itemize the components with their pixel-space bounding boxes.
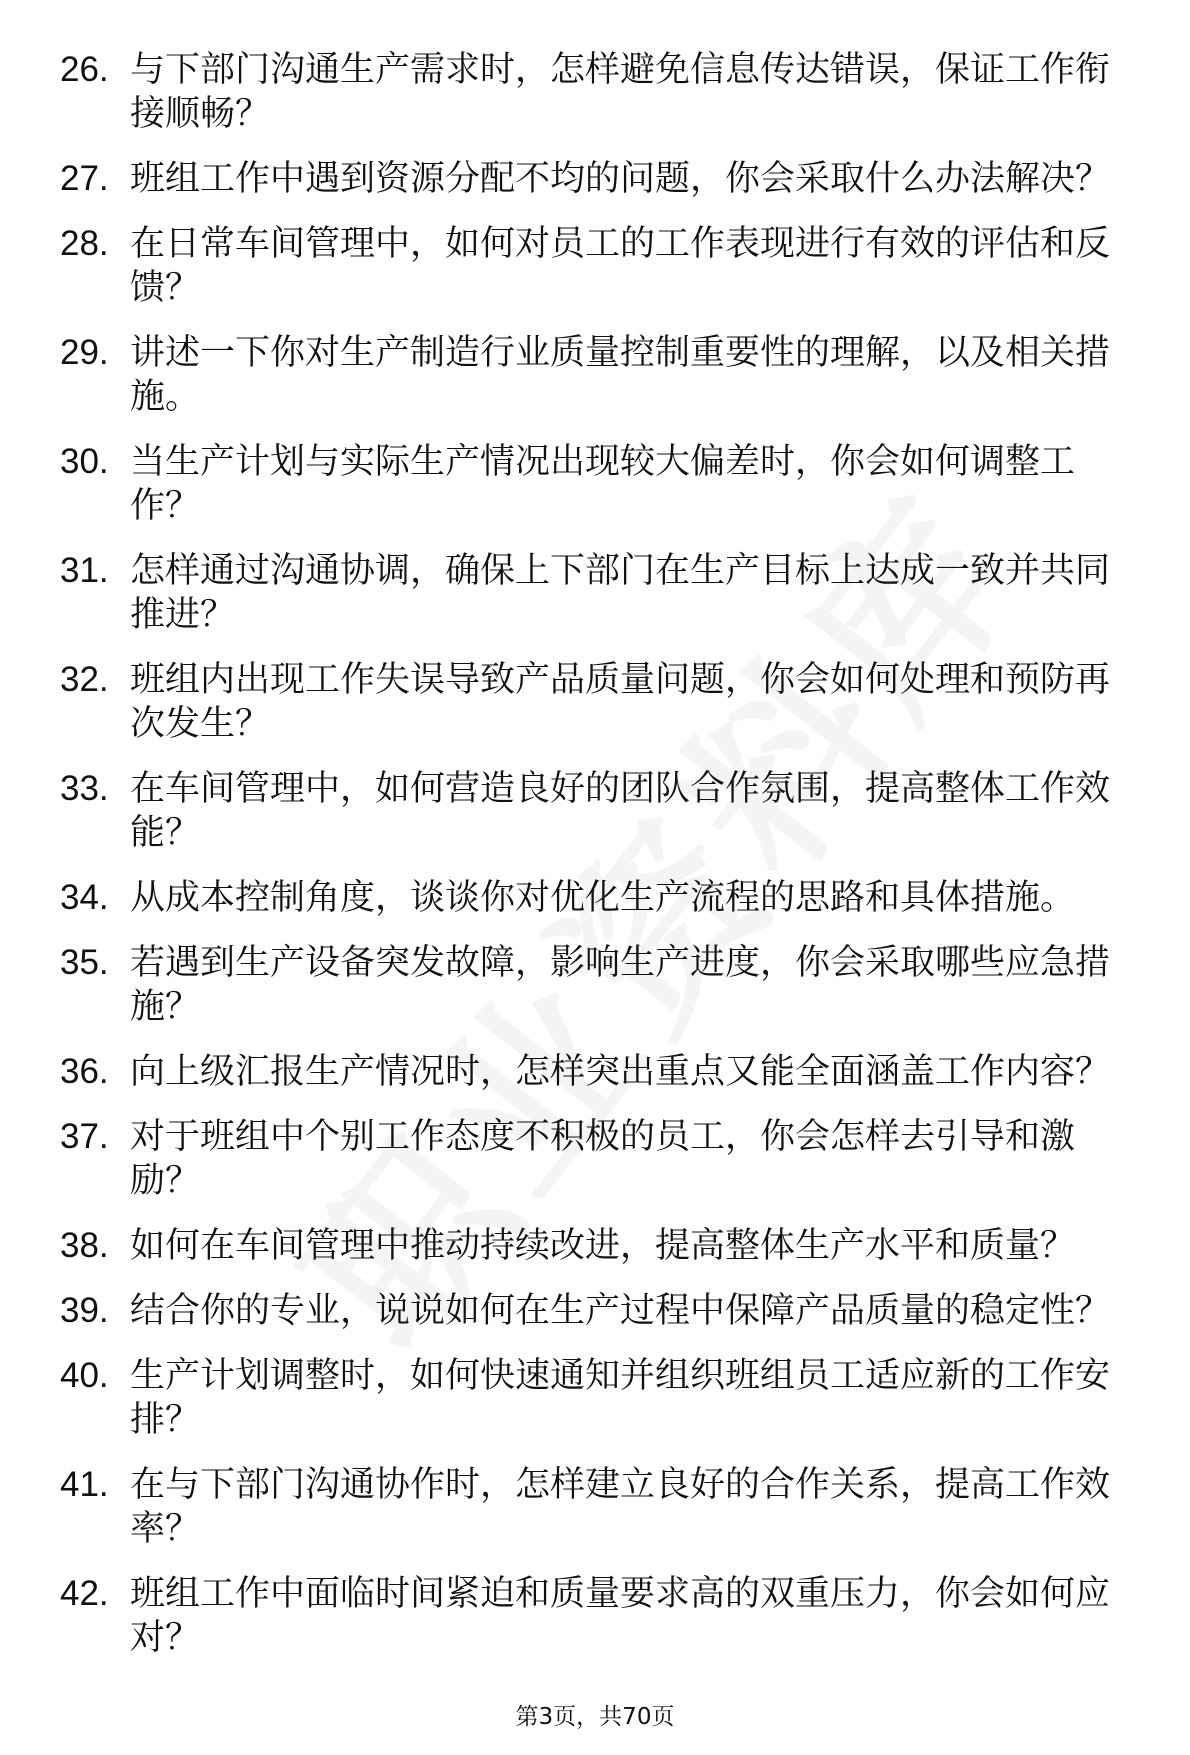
question-item (0, 331, 1190, 419)
question-item (0, 1115, 1190, 1203)
question-number: 27. (60, 159, 109, 198)
question-number: 30. (60, 442, 109, 481)
question-number: 37. (60, 1117, 109, 1156)
question-number: 33. (60, 769, 109, 808)
question-number: 38. (60, 1226, 109, 1265)
page-footer: 第3页，共70页 (515, 1704, 675, 1730)
question-item (0, 48, 1190, 136)
question-item (0, 440, 1190, 528)
question-list (0, 48, 1190, 1681)
question-item (0, 767, 1190, 855)
question-text: 在车间管理中，如何营造良好的团队合作氛围，提高整体工作效能？ (130, 769, 1111, 853)
question-text: 当生产计划与实际生产情况出现较大偏差时，你会如何调整工作？ (130, 442, 1076, 526)
question-number: 36. (60, 1052, 109, 1091)
question-item (0, 1463, 1190, 1551)
question-item (0, 222, 1190, 310)
question-text: 班组工作中遇到资源分配不均的问题，你会采取什么办法解决？ (130, 159, 1111, 199)
question-item (0, 658, 1190, 746)
question-number: 29. (60, 333, 109, 372)
question-item (0, 157, 1190, 201)
question-text: 怎样通过沟通协调，确保上下部门在生产目标上达成一致并共同推进？ (130, 551, 1111, 635)
question-item (0, 941, 1190, 1029)
question-text: 在与下部门沟通协作时，怎样建立良好的合作关系，提高工作效率？ (130, 1465, 1111, 1549)
question-item (0, 1050, 1190, 1094)
question-text: 对于班组中个别工作态度不积极的员工，你会怎样去引导和激励？ (130, 1117, 1076, 1201)
question-number: 40. (60, 1356, 109, 1395)
question-number: 39. (60, 1291, 109, 1330)
question-number: 32. (60, 660, 109, 699)
question-item (0, 1224, 1190, 1268)
question-text: 从成本控制角度，谈谈你对优化生产流程的思路和具体措施。 (130, 878, 1076, 918)
question-text: 结合你的专业，说说如何在生产过程中保障产品质量的稳定性？ (130, 1291, 1111, 1331)
question-number: 35. (60, 943, 109, 982)
question-text: 在日常车间管理中，如何对员工的工作表现进行有效的评估和反馈？ (130, 224, 1111, 308)
question-item (0, 1354, 1190, 1442)
question-text: 讲述一下你对生产制造行业质量控制重要性的理解，以及相关措施。 (130, 333, 1111, 417)
question-text: 如何在车间管理中推动持续改进，提高整体生产水平和质量？ (130, 1226, 1076, 1266)
question-text: 班组工作中面临时间紧迫和质量要求高的双重压力，你会如何应对？ (130, 1574, 1111, 1658)
question-item (0, 549, 1190, 637)
question-number: 31. (60, 551, 109, 590)
question-item (0, 1572, 1190, 1660)
question-number: 41. (60, 1465, 109, 1504)
question-number: 26. (60, 50, 109, 89)
question-item (0, 876, 1190, 920)
question-text: 生产计划调整时，如何快速通知并组织班组员工适应新的工作安排？ (130, 1356, 1111, 1440)
question-number: 28. (60, 224, 109, 263)
question-text: 若遇到生产设备突发故障，影响生产进度，你会采取哪些应急措施？ (130, 943, 1111, 1027)
question-number: 42. (60, 1574, 109, 1613)
question-text: 向上级汇报生产情况时，怎样突出重点又能全面涵盖工作内容？ (130, 1052, 1111, 1092)
question-text: 班组内出现工作失误导致产品质量问题，你会如何处理和预防再次发生？ (130, 660, 1111, 744)
question-number: 34. (60, 878, 109, 917)
question-item (0, 1289, 1190, 1333)
question-text: 与下部门沟通生产需求时，怎样避免信息传达错误，保证工作衔接顺畅？ (130, 50, 1111, 134)
